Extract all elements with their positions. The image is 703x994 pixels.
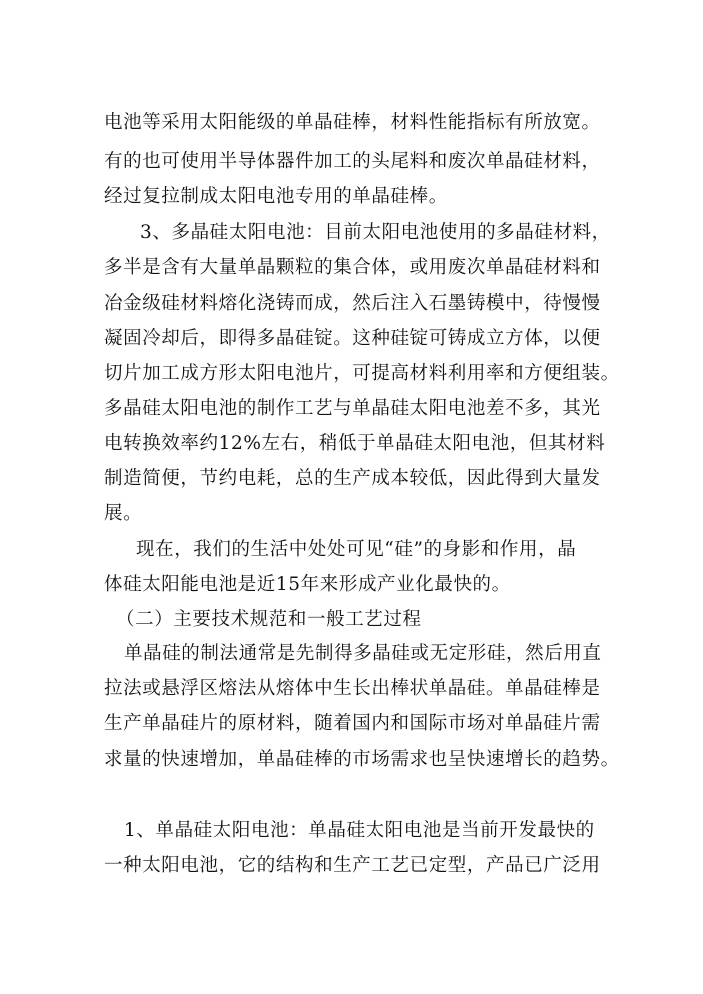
text-line: 电转换效率约12%左右，稍低于单晶硅太阳电池，但其材料 bbox=[104, 433, 606, 454]
text-line: 凝固冷却后，即得多晶硅锭。这种硅锭可铸成立方体，以便 bbox=[104, 328, 601, 349]
text-line: 冶金级硅材料熔化浇铸而成，然后注入石墨铸模中，待慢慢 bbox=[104, 293, 601, 314]
text-line: 生产单晶硅片的原材料，随着国内和国际市场对单晶硅片需 bbox=[104, 713, 601, 734]
text-line: 体硅太阳能电池是近15年来形成产业化最快的。 bbox=[104, 574, 511, 595]
text-line: 求量的快速增加，单晶硅棒的市场需求也呈快速增长的趋势。 bbox=[104, 749, 620, 770]
text-line: 电池等采用太阳能级的单晶硅棒，材料性能指标有所放宽。 bbox=[104, 112, 601, 133]
text-line: 经过复拉制成太阳电池专用的单晶硅棒。 bbox=[104, 186, 448, 207]
text-line: 单晶硅的制法通常是先制得多晶硅或无定形硅，然后用直 bbox=[124, 643, 602, 664]
text-line: 3、多晶硅太阳电池：目前太阳电池使用的多晶硅材料， bbox=[140, 222, 611, 243]
text-line: 1、单晶硅太阳电池：单晶硅太阳电池是当前开发最快的 bbox=[124, 820, 595, 841]
section-heading: （二）主要技术规范和一般工艺过程 bbox=[116, 609, 422, 630]
text-line: 切片加工成方形太阳电池片，可提高材料利用率和方便组装。 bbox=[104, 363, 620, 384]
text-line: 有的也可使用半导体器件加工的头尾料和废次单晶硅材料， bbox=[104, 151, 601, 172]
text-line: 展。 bbox=[104, 503, 143, 524]
text-line: 多晶硅太阳电池的制作工艺与单晶硅太阳电池差不多，其光 bbox=[104, 398, 601, 419]
text-line: 制造简便，节约电耗，总的生产成本较低，因此得到大量发 bbox=[104, 468, 601, 489]
text-line: 一种太阳电池，它的结构和生产工艺已定型，产品已广泛用 bbox=[104, 855, 601, 876]
text-line: 现在，我们的生活中处处可见“硅”的身影和作用，晶 bbox=[136, 539, 577, 560]
text-line: 多半是含有大量单晶颗粒的集合体，或用废次单晶硅材料和 bbox=[104, 257, 601, 278]
text-line: 拉法或悬浮区熔法从熔体中生长出棒状单晶硅。单晶硅棒是 bbox=[104, 678, 601, 699]
